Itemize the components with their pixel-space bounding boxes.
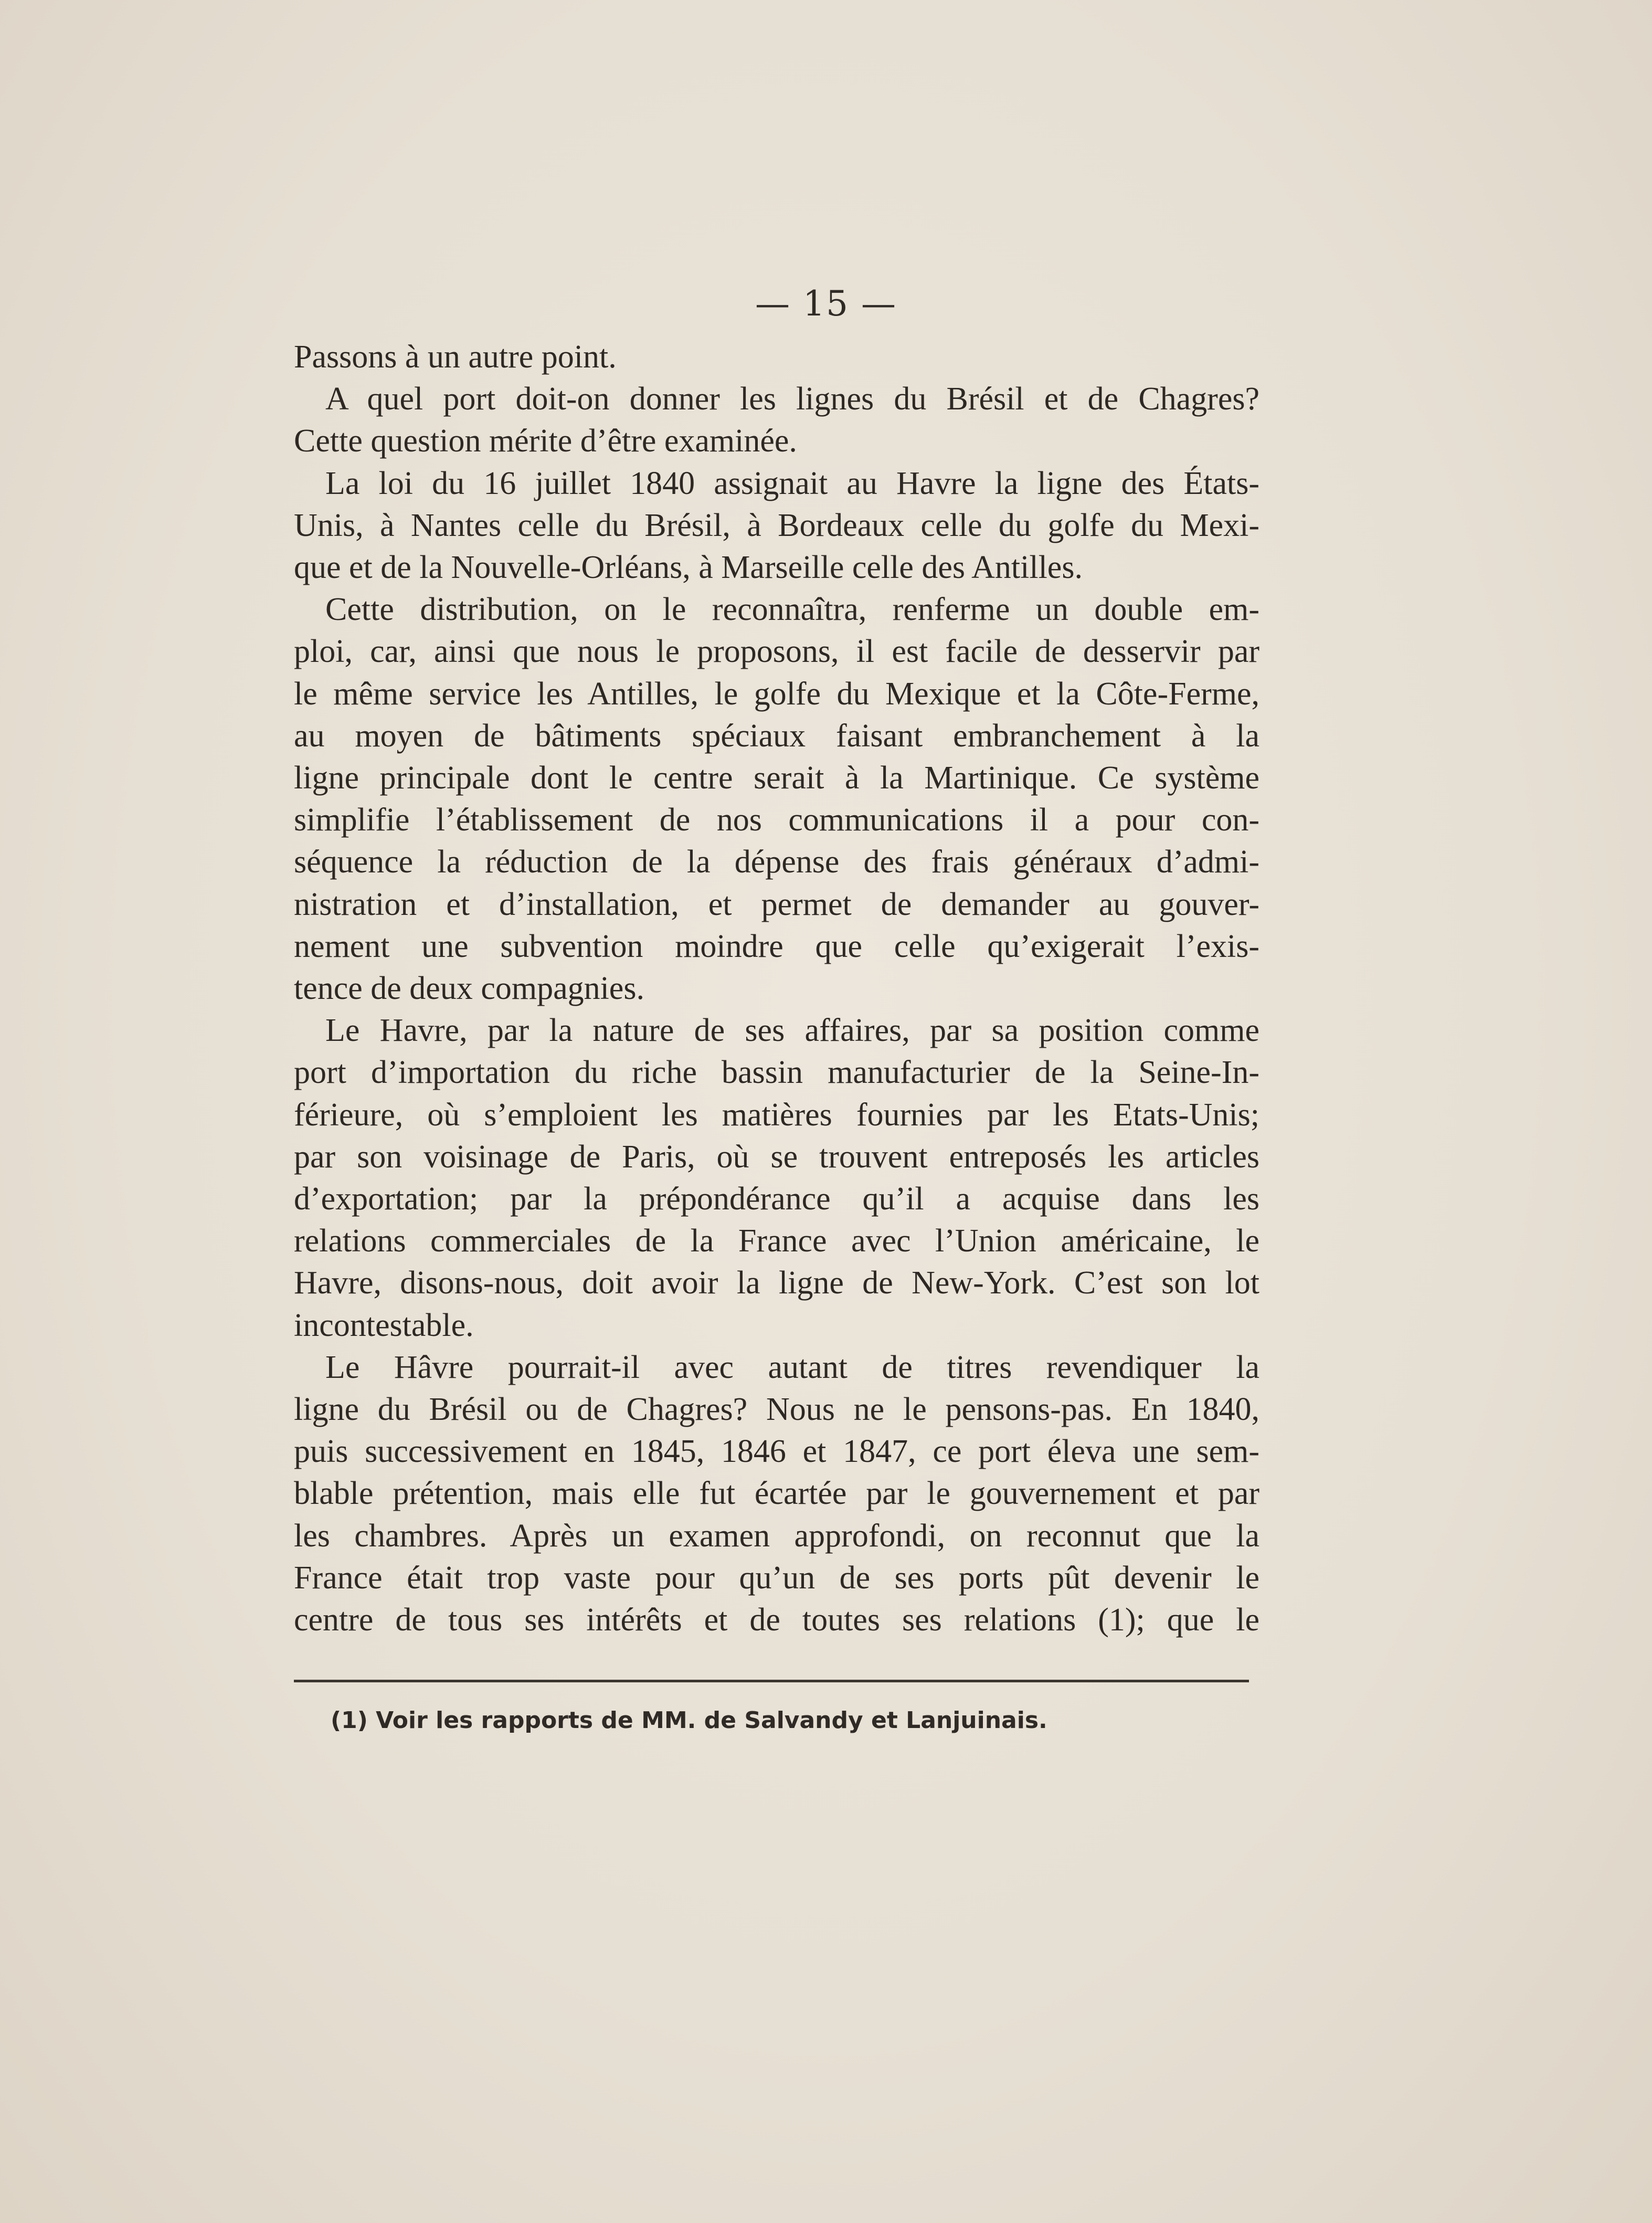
text-line: puis successivement en 1845, 1846 et 1847, ce port éleva une sem- [294, 1434, 1259, 1470]
text-line: incontestable. [294, 1307, 474, 1343]
page-number: — 15 — [755, 283, 897, 324]
text-line: simplifie l’établissement de nos communications il a pour con- [294, 802, 1259, 838]
text-line: au moyen de bâtiments spéciaux faisant embranchement à la [294, 718, 1259, 754]
text-line: Le Havre, par la nature de ses affaires, par sa position comme [325, 1013, 1259, 1049]
text-line: d’exportation; par la prépondérance qu’il a acquise dans les [294, 1181, 1259, 1217]
text-line: nistration et d’installation, et permet de demander au gouver- [294, 886, 1259, 922]
text-line: A quel port doit-on donner les lignes du Brésil et de Chagres? [325, 381, 1259, 417]
text-line: séquence la réduction de la dépense des frais généraux d’admi- [294, 844, 1259, 880]
text-line: Cette question mérite d’être examinée. [294, 423, 797, 459]
text-line: Cette distribution, on le reconnaîtra, renferme un double em- [325, 592, 1259, 628]
text-line: centre de tous ses intérêts et de toutes ses relations (1); que le [294, 1602, 1259, 1638]
text-line: tence de deux compagnies. [294, 971, 644, 1007]
text-line: le même service les Antilles, le golfe du Mexique et la Côte-Ferme, [294, 676, 1259, 712]
text-line: blable prétention, mais elle fut écartée par le gouvernement et par [294, 1476, 1259, 1512]
text-line: Le Hâvre pourrait-il avec autant de titres revendiquer la [325, 1349, 1259, 1385]
text-line: relations commerciales de la France avec l’Union américaine, le [294, 1223, 1259, 1259]
text-line: nement une subvention moindre que celle qu’exigerait l’exis- [294, 928, 1259, 964]
footnote-rule [294, 1680, 1249, 1682]
text-line: ploi, car, ainsi que nous le proposons, il est facile de desservir par [294, 634, 1259, 670]
text-line: férieure, où s’emploient les matières fournies par les Etats-Unis; [294, 1097, 1259, 1133]
text-line: Havre, disons-nous, doit avoir la ligne de New-York. C’est son lot [294, 1265, 1259, 1301]
text-line: Unis, à Nantes celle du Brésil, à Bordeaux celle du golfe du Mexi- [294, 507, 1259, 543]
text-line: France était trop vaste pour qu’un de ses ports pût devenir le [294, 1560, 1259, 1596]
text-line: La loi du 16 juillet 1840 assignait au Havre la ligne des États- [325, 465, 1259, 501]
text-line: les chambres. Après un examen approfondi, on reconnut que la [294, 1518, 1259, 1554]
text-line: ligne du Brésil ou de Chagres? Nous ne le pensons-pas. En 1840, [294, 1392, 1259, 1428]
text-line: Passons à un autre point. [294, 339, 617, 375]
text-line: ligne principale dont le centre serait à la Martinique. Ce système [294, 760, 1259, 796]
body-text [294, 336, 1259, 1641]
text-line: port d’importation du riche bassin manufacturier de la Seine-In- [294, 1055, 1259, 1091]
footnote: (1) Voir les rapports de MM. de Salvandy et Lanjuinais. [331, 1707, 1047, 1734]
text-line: par son voisinage de Paris, où se trouvent entreposés les articles [294, 1139, 1259, 1175]
text-line: que et de la Nouvelle-Orléans, à Marseille celle des Antilles. [294, 550, 1083, 586]
